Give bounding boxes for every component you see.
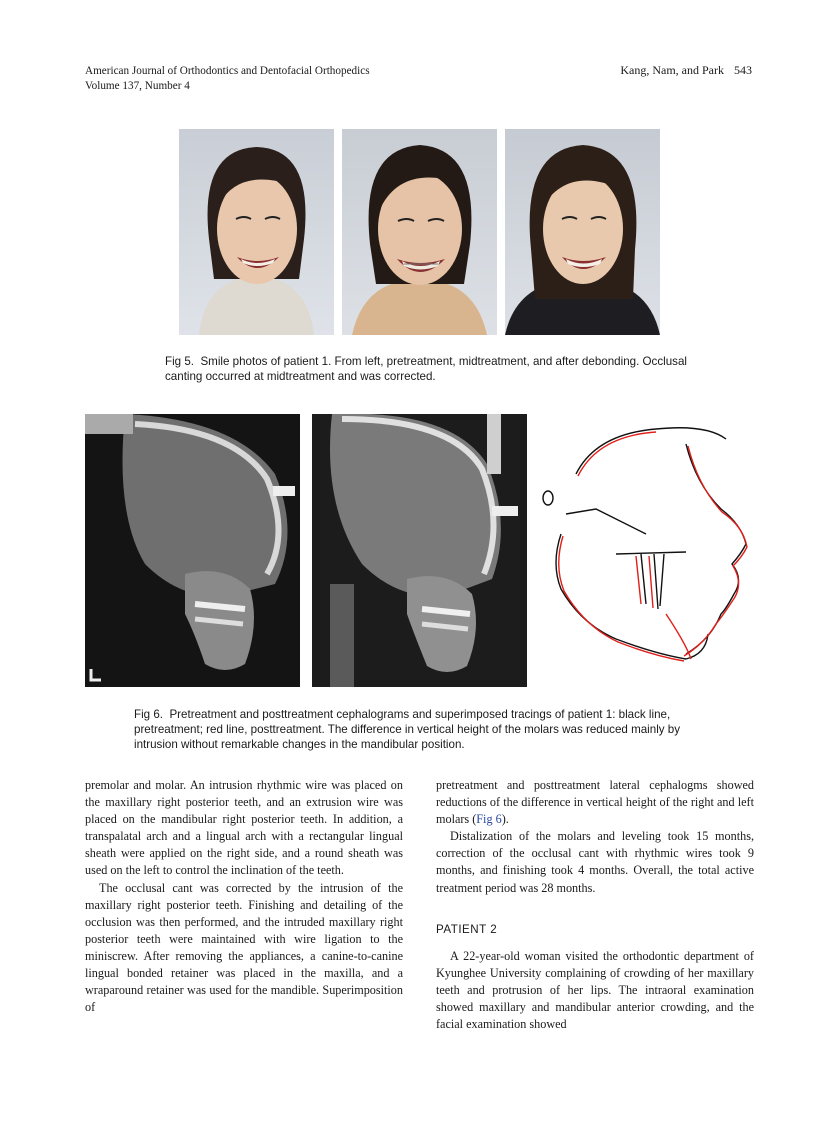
paragraph: A 22-year-old woman visited the orthodontic department of Kyunghee University complaining of crowding of her maxillary teeth and protrusion of her lips. The intraoral examination showed maxillary and mandibular anterior crowding, and the facial examination showed	[436, 948, 754, 1032]
fig5-label: Fig 5.	[165, 355, 194, 368]
left-column	[85, 777, 403, 1016]
journal-volume: Volume 137, Number 4	[85, 80, 190, 92]
fig6-label: Fig 6.	[134, 708, 163, 721]
fig6-reference-link[interactable]: Fig 6	[476, 812, 502, 827]
right-column	[436, 777, 754, 1033]
fig6-caption-text: Pretreatment and posttreatment cephalograms and superimposed tracings of patient 1: black line, pretreatment; red line, posttreatment. The difference in vertical height of the molars was reduced mainly by intrusion without remarkable changes in the mandibular position.	[134, 708, 681, 751]
paragraph: pretreatment and posttreatment lateral cephalogms showed reductions of the difference in vertical height of the right and left molars (Fig 6).	[436, 778, 754, 827]
pretreatment-cephalogram	[85, 414, 300, 687]
fig5-caption-text: Smile photos of patient 1. From left, pretreatment, midtreatment, and after debonding. Occlusal canting occurred at midtreatment and was corrected.	[165, 355, 687, 383]
paragraph: premolar and molar. An intrusion rhythmic wire was placed on the maxillary right posterior teeth, and an extrusion wire was placed on the mandibular right posterior teeth. In addition, a transpalatal arch and a lingual arch with a rectangular lingual sheath were applied on the right side, and a round sheath was used on the left to control the inclination of the teeth.	[85, 778, 403, 878]
midtreatment-photo	[342, 129, 497, 335]
journal-title: American Journal of Orthodontics and Dentofacial Orthopedics	[85, 65, 370, 77]
paragraph: The occlusal cant was corrected by the intrusion of the maxillary right posterior teeth. Finishing and detailing of the occlusion was then performed, and the intruded maxillary right posterior teeth were maintained with wire ligation to the miniscrew. After removing the appliances, a canine-to-canine lingual bonded retainer was placed in the maxilla, and a wraparound retainer was used for the mandible. Superimposition of	[85, 880, 403, 1015]
superimposed-tracing	[536, 414, 766, 687]
authors: Kang, Nam, and Park	[620, 63, 724, 77]
running-header-authors	[620, 63, 752, 78]
page-number: 543	[734, 63, 752, 77]
posttreatment-cephalogram	[312, 414, 527, 687]
fig5-caption	[165, 354, 705, 384]
after-debonding-photo	[505, 129, 660, 335]
fig6-caption	[134, 707, 709, 752]
running-header-journal	[85, 64, 370, 94]
pretreatment-photo	[179, 129, 334, 335]
paragraph: Distalization of the molars and leveling took 15 months, correction of the occlusal cant with rhythmic wires took 9 months, and finishing took 4 months. Overall, the total active treatment period was 28 months.	[436, 829, 754, 895]
section-heading: PATIENT 2	[436, 922, 498, 936]
